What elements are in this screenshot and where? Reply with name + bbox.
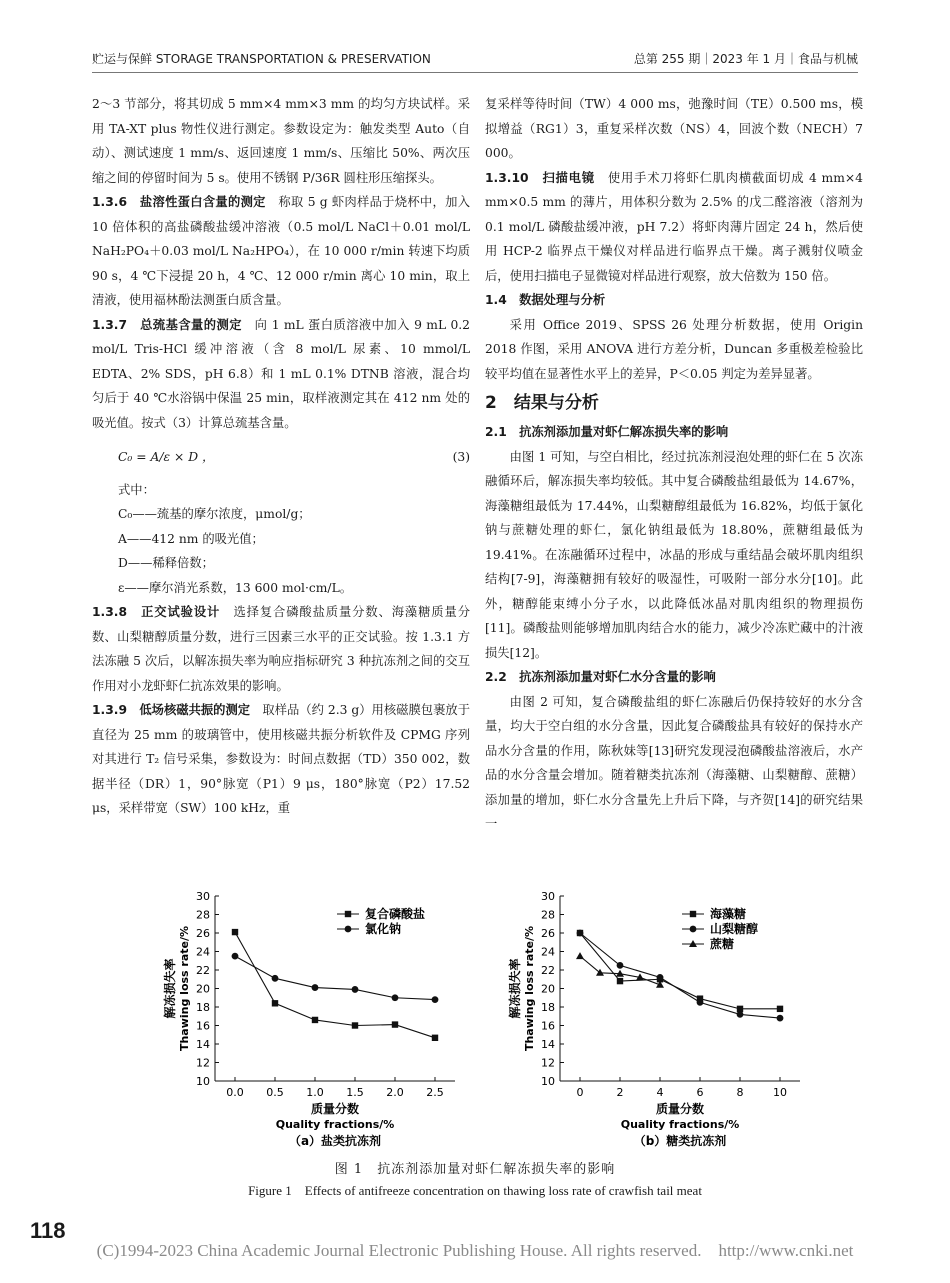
- x-tick-label: 10: [773, 1086, 787, 1099]
- copyright-watermark: (C)1994-2023 China Academic Journal Electronic Publishing House. All rights reserved. http://www.cnki.net: [96, 1241, 854, 1260]
- data-point: [352, 986, 359, 993]
- data-point: [777, 1006, 783, 1012]
- x-tick-label: 0.5: [266, 1086, 284, 1099]
- y-tick-label: 30: [541, 890, 555, 903]
- x-tick-label: 8: [736, 1086, 744, 1099]
- y-tick-label: 14: [541, 1038, 555, 1051]
- y-tick-label: 20: [541, 982, 555, 996]
- y-axis-label-cn: 解冻损失率: [163, 958, 177, 1019]
- series-line-2: [235, 956, 435, 999]
- data-point: [697, 999, 704, 1006]
- variable-definition: ε——摩尔消光系数，13 600 mol·cm/L。: [118, 580, 353, 595]
- y-tick-label: 18: [196, 1001, 210, 1014]
- y-tick-label: 28: [541, 908, 555, 922]
- paragraph: 由图 2 可知，复合磷酸盐组的虾仁冻融后仍保持较好的水分含量，均大于空白组的水分含量，因此复合磷酸盐具有较好的保持水产品水分含量的作用，陈秋妹等[13]研究发现浸泡磷酸盐溶液后，水产品的水分含量会增加。随着糖类抗冻剂（海藻糖、山梨糖醇、蔗糖）添加量的增加，虾仁水分含量先上升后下降，与齐贺[14]的研究结果一: [485, 694, 863, 831]
- data-point: [617, 978, 623, 984]
- x-tick-label: 2: [616, 1086, 624, 1099]
- paragraph: 取样品（约 2.3 g）用核磁膜包裹放于直径为 25 mm 的玻璃管中，使用核磁共振分析软件及 CPMG 序列对其进行 T₂ 信号采集，参数设为：时间点数据（TD）350 002，数据半径（DR）1，90°脉宽（P1）9 μs，180°脉宽（P2）17.52 μs，采样带宽（SW）100 kHz，重: [92, 703, 470, 815]
- subsection-heading: 1.3.9 低场核磁共振的测定: [92, 703, 251, 717]
- data-point: [577, 930, 584, 937]
- section-heading-results: 2 结果与分析: [485, 393, 599, 413]
- y-tick-label: 22: [541, 964, 555, 977]
- subsection-heading: 1.3.7 总巯基含量的测定: [92, 317, 242, 332]
- data-point: [352, 1022, 358, 1028]
- subsection-heading: 1.3.6 盐溶性蛋白含量的测定: [92, 195, 266, 209]
- data-point: [657, 974, 664, 981]
- journal-section-header: 贮运与保鲜 STORAGE TRANSPORTATION & PRESERVATION: [92, 52, 431, 66]
- data-point: [232, 953, 239, 960]
- x-axis-label-en: Quality fractions/%: [620, 1118, 740, 1131]
- paragraph: 使用手术刀将虾仁肌肉横截面切成 4 mm×4 mm×0.5 mm 的薄片，用体积分数为 2.5% 的戊二醛溶液（溶剂为 0.1 mol/L 磷酸盐缓冲液，pH 7.2）将虾肉薄片固定 24 h，然后使用 HCP-2 临界点干燥仪对样品进行临界点干燥。离子溅射仪喷金后，使用扫描电子显微镜对样品进行观察，放大倍数为 150 倍。: [485, 170, 863, 283]
- chart-subtitle: （b）糖类抗冻剂: [633, 1134, 727, 1148]
- x-tick-label: 2.0: [386, 1086, 404, 1099]
- header-rule: [92, 72, 858, 73]
- x-tick-label: 4: [656, 1086, 664, 1099]
- where-label: 式中：: [118, 482, 155, 497]
- paragraph: 采用 Office 2019、SPSS 26 处理分析数据，使用 Origin 2018 作图，采用 ANOVA 进行方差分析，Duncan 多重极差检验比较平均值在显著性水平上的差异，P＜0.05 判定为差异显著。: [485, 317, 863, 381]
- x-axis-label-cn: 质量分数: [655, 1102, 705, 1116]
- y-axis-label-cn: 解冻损失率: [508, 958, 522, 1019]
- y-tick-label: 12: [196, 1056, 210, 1070]
- equation-number: (3): [452, 450, 470, 464]
- y-tick-label: 22: [196, 964, 210, 977]
- y-tick-label: 20: [196, 982, 210, 996]
- series-line-1: [235, 932, 435, 1038]
- data-point: [777, 1015, 784, 1022]
- chart-salt-antifreeze: [160, 888, 490, 1153]
- variable-definition: C₀——巯基的摩尔浓度，μmol/g；: [118, 507, 311, 521]
- legend-label: 复合磷酸盐: [365, 907, 426, 921]
- data-point: [392, 1021, 398, 1027]
- legend-label: 氯化钠: [365, 922, 402, 936]
- section-1-3-7: [92, 313, 470, 436]
- x-tick-label: 1.0: [306, 1086, 324, 1099]
- legend-marker: [690, 911, 696, 917]
- subsection-heading: 1.4 数据处理与分析: [485, 293, 606, 307]
- y-tick-label: 18: [541, 1001, 555, 1014]
- y-tick-label: 16: [541, 1019, 555, 1033]
- legend-label: 海藻糖: [710, 907, 747, 921]
- right-column: [485, 92, 863, 837]
- legend-marker: [345, 911, 351, 917]
- subsection-heading: 1.3.10 扫描电镜: [485, 170, 595, 185]
- y-axis-label-en: Thawing loss rate/%: [178, 925, 191, 1052]
- y-tick-label: 30: [196, 890, 210, 903]
- subsection-heading: 2.1 抗冻剂添加量对虾仁解冻损失率的影响: [485, 425, 729, 439]
- subsection-heading: 2.2 抗冻剂添加量对虾仁水分含量的影响: [485, 670, 716, 684]
- data-point: [432, 1035, 438, 1041]
- y-tick-label: 10: [541, 1075, 555, 1088]
- subsection-heading: 1.3.8 正交试验设计: [92, 605, 221, 619]
- x-tick-label: 1.5: [346, 1086, 364, 1099]
- data-point: [392, 994, 399, 1001]
- paragraph: 2～3 节部分，将其切成 5 mm×4 mm×3 mm 的均匀方块试样。采用 TA-XT plus 物性仪进行测定。参数设定为：触发类型 Auto（自动）、测试速度 1 mm/s、返回速度 1 mm/s、压缩比 50%、两次压缩之间的停留时间为 5 s。使用不锈钢 P/36R 圆柱形压缩探头。: [92, 97, 470, 185]
- left-column: [92, 92, 470, 821]
- legend-label: 蔗糖: [710, 937, 735, 951]
- issue-info-header: 总第 255 期｜2023 年 1 月｜食品与机械: [633, 52, 858, 66]
- x-axis-label-cn: 质量分数: [310, 1102, 360, 1116]
- x-tick-label: 2.5: [426, 1086, 444, 1099]
- y-tick-label: 16: [196, 1019, 210, 1033]
- y-tick-label: 26: [541, 927, 555, 940]
- y-tick-label: 24: [196, 945, 210, 959]
- section-1-3-9: [92, 698, 470, 821]
- variable-definition: A——412 nm 的吸光值；: [118, 531, 264, 546]
- x-axis-label-en: Quality fractions/%: [275, 1118, 395, 1131]
- equation-3: [92, 435, 470, 478]
- section-1-3-8: [92, 600, 470, 698]
- data-point: [432, 996, 439, 1003]
- data-point: [312, 984, 319, 991]
- legend-marker: [690, 926, 697, 933]
- y-tick-label: 14: [196, 1038, 210, 1051]
- chart-b-container: [505, 888, 835, 1157]
- data-point: [576, 952, 584, 959]
- figure-caption-cn: 图 1 抗冻剂添加量对虾仁解冻损失率的影响: [334, 1162, 616, 1177]
- paragraph: 称取 5 g 虾肉样品于烧杯中，加入 10 倍体积的高盐磷酸盐缓冲溶液（0.5 mol/L NaCl＋0.01 mol/L NaH₂PO₄＋0.03 mol/L Na₂HPO₄），在 10 000 r/min 转速下均质 90 s，4 ℃下浸提 20 h，4 ℃、12 000 r/min 离心 10 min，取上清液，使用福林酚法测蛋白质含量。: [92, 195, 470, 307]
- y-tick-label: 28: [196, 908, 210, 922]
- data-point: [272, 975, 279, 982]
- paragraph: 复采样等待时间（TW）4 000 ms，弛豫时间（TE）0.500 ms，模拟增益（RG1）3，重复采样次数（NS）4，回波个数（NECH）7 000。: [485, 97, 863, 160]
- section-1-3-6: [92, 190, 470, 313]
- x-tick-label: 6: [696, 1086, 704, 1099]
- paragraph: 由图 1 可知，与空白相比，经过抗冻剂浸泡处理的虾仁在 5 次冻融循环后，解冻损失率均较低。其中复合磷酸盐组最低为 14.67%，海藻糖组最低为 17.44%，山梨糖醇组最低为 16.82%，均低于氯化钠与蔗糖处理的虾仁，氯化钠组最低为 18.80%，蔗糖组最低为 19.41%。在冻融循环过程中，冰晶的形成与重结晶会破坏肌肉组织结构[7-9]，海藻糖拥有较好的吸湿性，可吸附一部分水分[10]。此外，糖醇能束缚小分子水，以此降低冰晶对肌肉组织的物理损伤[11]。磷酸盐则能够增加肌肉结合水的能力，减少冷冻贮藏中的汁液损失[12]。: [485, 449, 863, 660]
- figure-caption-en: Figure 1 Effects of antifreeze concentration on thawing loss rate of crawfish tail meat: [248, 1183, 702, 1198]
- x-tick-label: 0: [576, 1086, 584, 1099]
- data-point: [232, 929, 238, 935]
- data-point: [272, 1000, 278, 1006]
- x-tick-label: 0.0: [226, 1086, 244, 1099]
- series-line-1: [580, 933, 780, 1009]
- data-point: [737, 1011, 744, 1018]
- series-line-2: [580, 933, 780, 1018]
- chart-sugar-antifreeze: [505, 888, 835, 1153]
- paragraph: 向 1 mL 蛋白质溶液中加入 9 mL 0.2 mol/L Tris-HCl 缓冲溶液（含 8 mol/L 尿素、10 mmol/L EDTA、2% SDS，pH 6.8）和 1 mL 0.1% DTNB 溶液，混合均匀后于 40 ℃水浴锅中保温 25 min，取样液测定其在 412 nm 处的吸光值。按式（3）计算总巯基含量。: [92, 317, 471, 430]
- data-point: [312, 1017, 318, 1023]
- page-number: 118: [30, 1218, 66, 1243]
- legend-label: 山梨糖醇: [710, 922, 759, 936]
- paragraph: 选择复合磷酸盐质量分数、海藻糖质量分数、山梨糖醇质量分数，进行三因素三水平的正交试验。按 1.3.1 方法冻融 5 次后，以解冻损失率为响应指标研究 3 种抗冻剂之间的交互作用对小龙虾虾仁抗冻效果的影响。: [92, 605, 470, 693]
- y-axis-label-en: Thawing loss rate/%: [523, 925, 536, 1052]
- y-tick-label: 12: [541, 1056, 555, 1070]
- legend-marker: [345, 926, 352, 933]
- y-tick-label: 24: [541, 945, 555, 959]
- chart-a-container: [160, 888, 490, 1157]
- y-tick-label: 10: [196, 1075, 210, 1088]
- y-tick-label: 26: [196, 927, 210, 940]
- variable-definition: D——稀释倍数；: [118, 556, 214, 570]
- data-point: [617, 962, 624, 969]
- section-1-3-10: [485, 166, 863, 289]
- chart-subtitle: （a）盐类抗冻剂: [288, 1134, 382, 1148]
- equation-body: C₀ = A/ε × D ，: [118, 450, 215, 464]
